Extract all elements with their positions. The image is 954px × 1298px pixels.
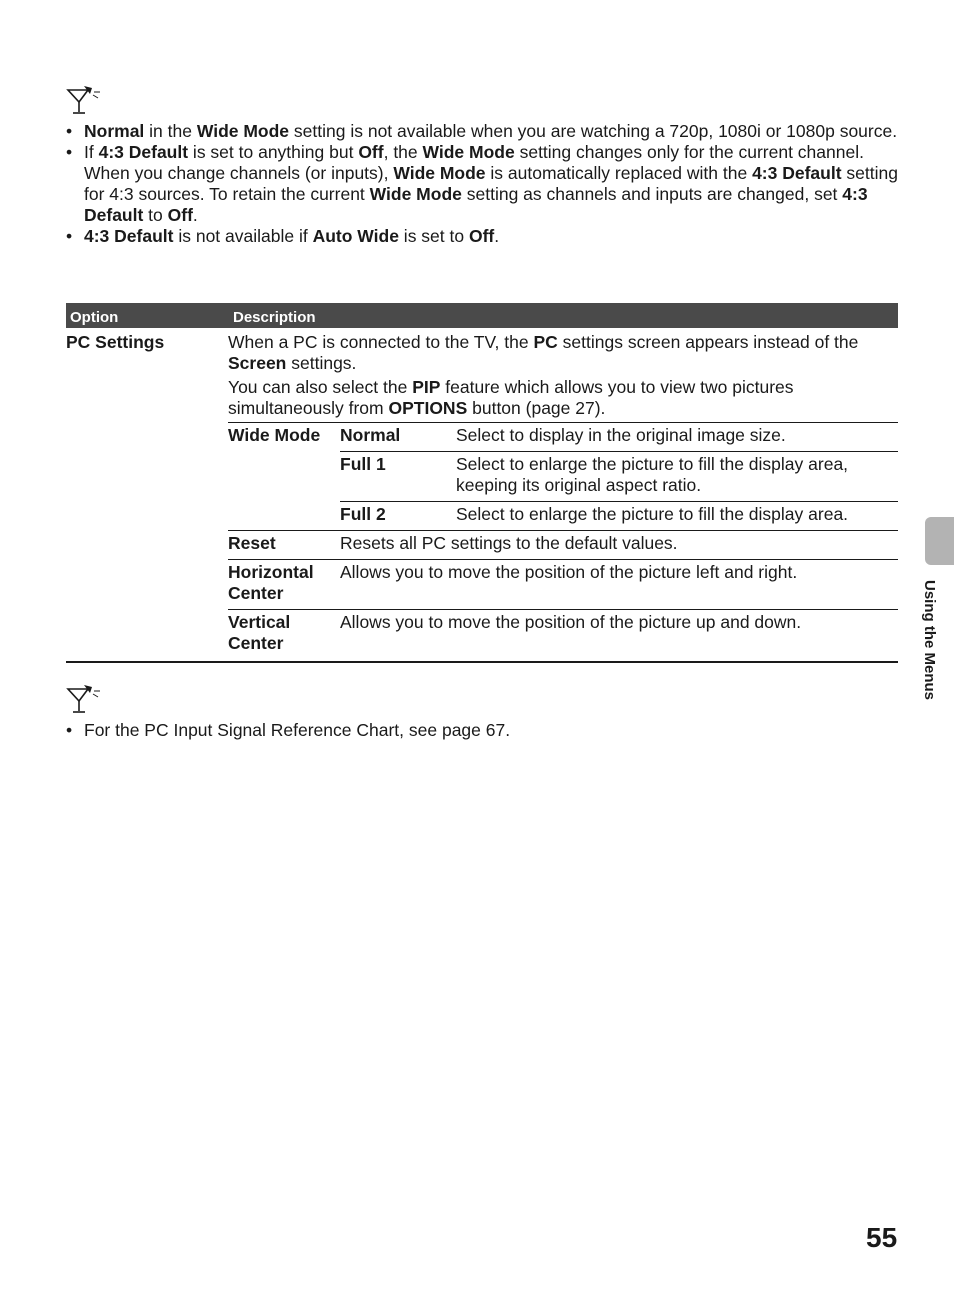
page-number: 55 — [866, 1222, 898, 1253]
table-row — [228, 422, 898, 530]
table-row-pc-settings — [66, 328, 898, 663]
header-description: Description — [233, 309, 316, 326]
table-row: Vertical Center Allows you to move the position of the picture up and down. — [228, 609, 898, 659]
option-description: When a PC is connected to the TV, the PC settings screen appears instead of the Screen settings. You can also select the PIP feature which allows you to view two pictures simultaneously from OPTIONS button (page 27). — [228, 332, 859, 418]
top-notes-list — [66, 121, 901, 247]
option-name: PC Settings — [66, 332, 165, 352]
note-lamp-icon — [66, 683, 106, 715]
table-row: Horizontal Center Allows you to move the position of the picture left and right. — [228, 559, 898, 609]
table-row: Full 1 Select to enlarge the picture to fill the display area, keeping its original aspect ratio. — [340, 451, 898, 501]
note-lamp-icon — [66, 84, 106, 116]
sub-settings — [228, 422, 898, 659]
bottom-notes-list — [66, 720, 901, 741]
list-item: • Normal in the Wide Mode setting is not available when you are watching a 720p, 1080i or 1080p source. — [66, 121, 898, 141]
section-label: Using the Menus — [921, 580, 938, 701]
list-item: • 4:3 Default is not available if Auto Wide is set to Off. — [66, 226, 500, 246]
table-row: Full 2 Select to enlarge the picture to fill the display area. — [340, 501, 898, 530]
header-option: Option — [70, 309, 119, 326]
table-header — [66, 303, 898, 328]
list-item: • If 4:3 Default is set to anything but Off, the Wide Mode setting changes only for the current channel. When you change channels (or inputs), Wide Mode is automatically replaced with the 4:3 Default setting for 4:3 sources. To retain the current Wide Mode setting as channels and inputs are changed, set 4:3 Default to Off. — [66, 142, 898, 225]
settings-table — [66, 303, 898, 663]
section-tab — [925, 517, 954, 565]
list-item: • For the PC Input Signal Reference Chart, see page 67. — [66, 720, 511, 740]
wide-mode-label: Wide Mode — [228, 425, 321, 445]
table-row: Normal Select to display in the original image size. — [340, 425, 786, 445]
table-row: Reset Resets all PC settings to the default values. — [228, 530, 898, 559]
